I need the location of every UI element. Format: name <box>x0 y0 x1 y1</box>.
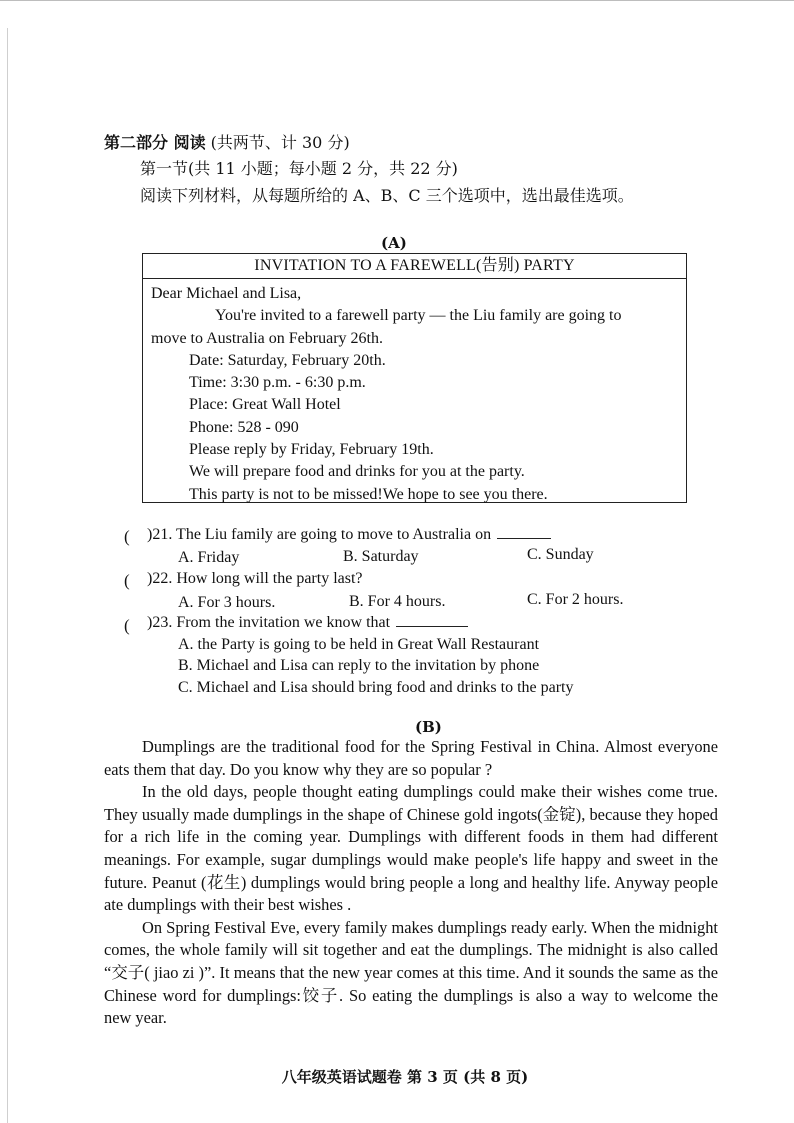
left-edge-line <box>7 28 8 1123</box>
invitation-title: INVITATION TO A FAREWELL(告别) PARTY <box>143 254 686 279</box>
part-title <box>104 130 350 153</box>
invitation-line: Phone: 528 - 090 <box>189 418 299 436</box>
invitation-line: Please reply by Friday, February 19th. <box>189 441 434 459</box>
answer-paren: ( <box>124 616 130 635</box>
answer-blank <box>497 526 551 539</box>
option-b: B. Saturday <box>343 548 419 565</box>
invitation-line: move to Australia on February 26th. <box>151 329 383 347</box>
instruction-text: 阅读下列材料，从每题所给的 A、B、C 三个选项中，选出最佳选项。 <box>140 186 634 205</box>
invitation-line: Dear Michael and Lisa, <box>151 285 302 302</box>
option-c: C. Sunday <box>527 546 594 563</box>
question-22 <box>147 570 363 588</box>
answer-blank <box>396 614 468 627</box>
option-b: B. Michael and Lisa can reply to the invitation by phone <box>178 657 540 674</box>
top-edge-line <box>0 0 794 1</box>
option-a: A. the Party is going to be held in Great Wall Restaurant <box>178 636 540 653</box>
passage-b-paragraph: Dumplings are the traditional food for the Spring Festival in China. Almost everyone eats them that day. Do you know why they are so popular ? <box>104 737 718 779</box>
option-a: A. For 3 hours. <box>178 594 276 611</box>
passage-b-label: (B) <box>415 718 442 736</box>
option-b: B. For 4 hours. <box>349 593 446 610</box>
invitation-line: Date: Saturday, February 20th. <box>189 351 386 369</box>
passage-b-text <box>104 736 718 1030</box>
question-stem: )23. From the invitation we know that <box>147 614 391 631</box>
answer-paren: ( <box>124 527 130 546</box>
question-stem: )21. The Liu family are going to move to Australia on <box>147 526 492 543</box>
passage-b-paragraph: In the old days, people thought eating dumplings could make their wishes come true. They usually made dumplings in the shape of Chinese gold ingots(金锭), because they hoped for a rich life in the coming year. Dumplings with different foods in them had different meanings. For example, sugar dumplings would make people's life happy and sweet in the future. Peanut (花生) dumplings would bring people a long and healthy life. Anyway people ate dumplings with their best wishes . <box>104 782 718 915</box>
option-c: C. For 2 hours. <box>527 591 624 608</box>
invitation-line: Place: Great Wall Hotel <box>189 396 341 414</box>
invitation-line: This party is not to be missed!We hope to see you there. <box>189 485 548 503</box>
invitation-line: You're invited to a farewell party — the Liu family are going to <box>215 307 622 325</box>
passage-b-paragraph: On Spring Festival Eve, every family makes dumplings ready early. When the midnight comes, the whole family will sit together and eat the dumplings. The midnight is also called “交子( jiao zi )”. It means that the new year comes at this time. And it sounds the same as the Chinese word for dumplings:饺子. So eating the dumplings is also a way to welcome the new year. <box>104 917 718 1028</box>
question-stem: )22. How long will the party last? <box>147 570 363 587</box>
passage-a-label: (A) <box>381 234 407 252</box>
question-21 <box>147 526 551 544</box>
page-footer: 八年级英语试题卷 第 3 页 (共 8 页) <box>281 1068 529 1086</box>
invitation-box <box>142 253 687 503</box>
answer-paren: ( <box>124 571 130 590</box>
invitation-line: We will prepare food and drinks for you at the party. <box>189 463 525 481</box>
part-note: (共两节、计 30 分) <box>210 133 350 152</box>
question-23 <box>147 614 468 632</box>
invitation-line: Time: 3:30 p.m. - 6:30 p.m. <box>189 374 366 392</box>
section-heading: 第一节(共 11 小题；每小题 2 分，共 22 分) <box>140 159 458 178</box>
option-a: A. Friday <box>178 549 240 566</box>
invitation-body <box>143 279 686 506</box>
option-c: C. Michael and Lisa should bring food and drinks to the party <box>178 679 574 696</box>
part-title-text: 第二部分 阅读 <box>104 133 206 152</box>
